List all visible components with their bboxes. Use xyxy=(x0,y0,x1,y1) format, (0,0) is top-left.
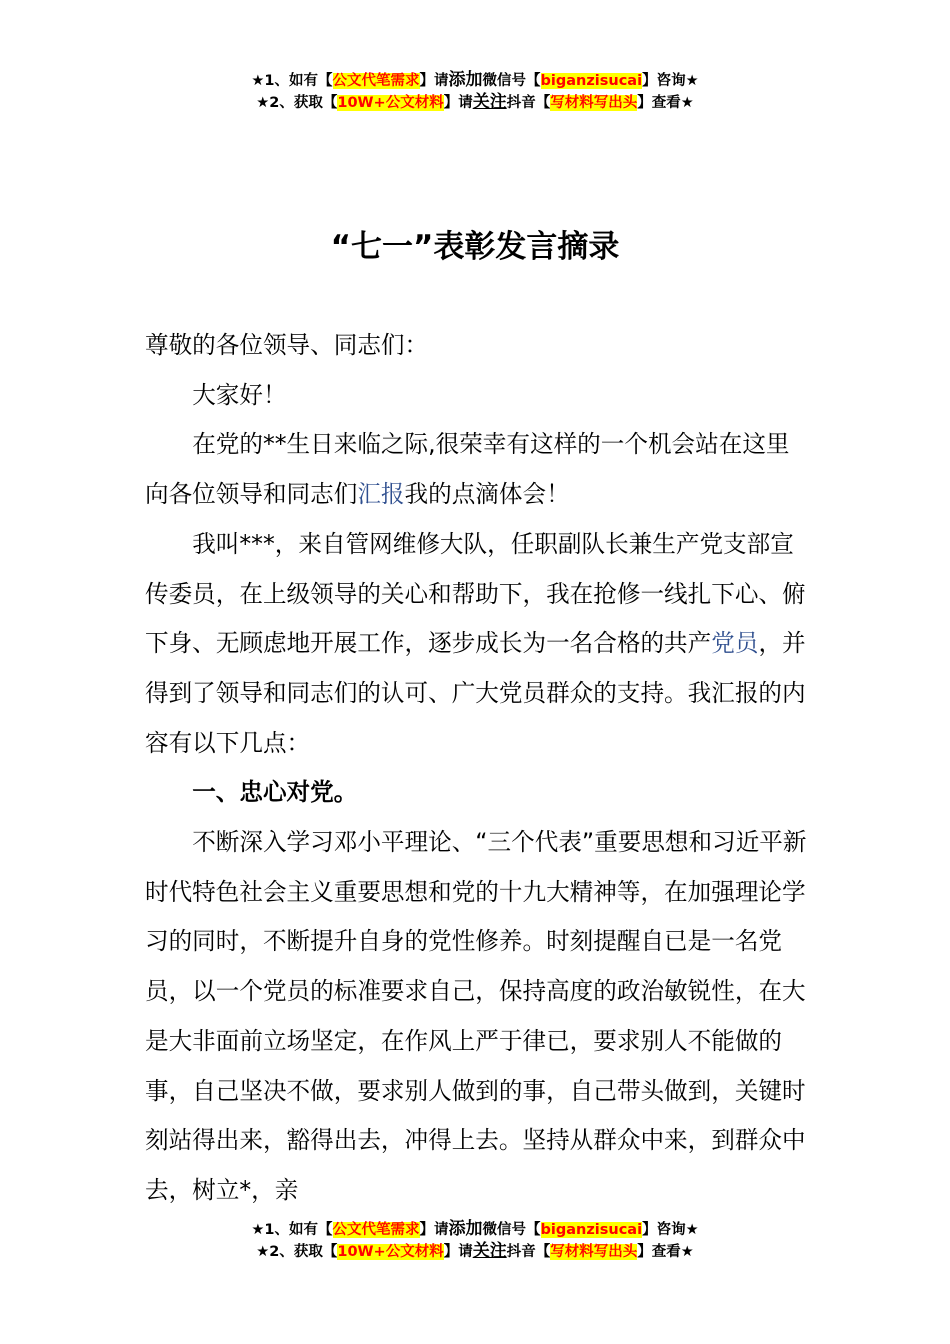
report-link[interactable]: 汇报 xyxy=(357,480,405,509)
wechat-id: biganzisucai xyxy=(540,1222,643,1238)
salutation: 尊敬的各位领导、同志们： xyxy=(145,331,429,359)
douyin-account: 写材料写出头 xyxy=(550,1244,638,1260)
douyin-account: 写材料写出头 xyxy=(550,95,638,111)
promo-highlight: 公文代笔需求 xyxy=(332,73,420,89)
header-promo-line-2: ★2、获取【10W+公文材料】请关注抖音【写材料写出头】查看★ xyxy=(256,92,694,112)
paragraph-1: 在党的**生日来临之际,很荣幸有这样的一个机会站在这里向各位领导和同志们汇报我的点滴体会！ xyxy=(145,430,790,509)
party-member-link[interactable]: 党员 xyxy=(711,629,759,658)
footer-promo-line-1: ★1、如有【公文代笔需求】请添加微信号【biganzisucai】咨询★ xyxy=(251,1219,699,1239)
paragraph-3: 不断深入学习邓小平理论、“三个代表”重要思想和习近平新时代特色社会主义重要思想和党的十九大精神等，在加强理论学习的同时，不断提升自身的党性修养。时刻提醒自已是一名党员，以一个党员的标准要求自己，保持高度的政治敏锐性，在大是大非面前立场坚定，在作风上严于律已，要求别人不能做的事，自己坚决不做，要求别人做到的事，自己带头做到，关键时刻站得出来，豁得出去，冲得上去。坚持从群众中来，到群众中去，树立*，亲 xyxy=(145,828,807,1204)
document-title: “七一”表彰发言摘录 xyxy=(330,229,620,265)
paragraph-2: 我叫***，来自管网维修大队，任职副队长兼生产党支部宣传委员，在上级领导的关心和帮助下，我在抢修一线扎下心、俯下身、无顾虑地开展工作，逐步成长为一名合格的共产党员，并得到了领导和同志们的认可、广大党员群众的支持。我汇报的内容有以下几点： xyxy=(145,529,806,757)
document-body xyxy=(145,321,810,1216)
wechat-id: biganzisucai xyxy=(540,73,643,89)
promo-highlight: 10W+公文材料 xyxy=(337,95,444,111)
footer-promo-line-2: ★2、获取【10W+公文材料】请关注抖音【写材料写出头】查看★ xyxy=(256,1241,694,1261)
footer-promo xyxy=(0,1218,950,1262)
greeting: 大家好！ xyxy=(192,380,287,409)
promo-highlight: 公文代笔需求 xyxy=(332,1222,420,1238)
header-promo xyxy=(0,69,950,113)
section-heading-1: 一、忠心对党。 xyxy=(192,778,358,807)
promo-highlight: 10W+公文材料 xyxy=(337,1244,444,1260)
header-promo-line-1: ★1、如有【公文代笔需求】请添加微信号【biganzisucai】咨询★ xyxy=(251,70,699,90)
